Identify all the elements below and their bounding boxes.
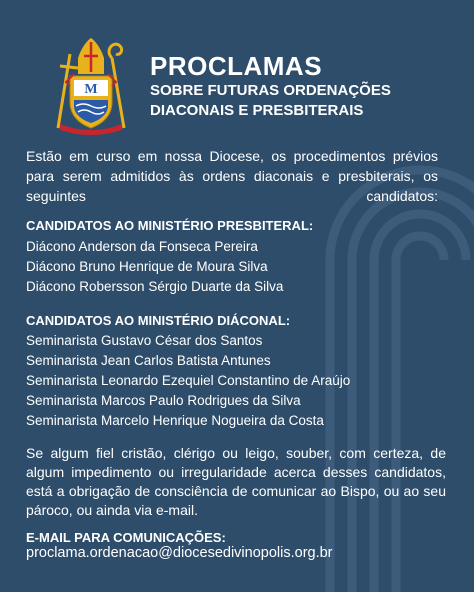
page-subtitle-line1: SOBRE FUTURAS ORDENAÇÕES [150,82,391,99]
list-item: Seminarista Gustavo César dos Santos [26,333,263,348]
email-heading: E-MAIL PARA COMUNICAÇÕES: [26,530,226,545]
list-item: Diácono Robersson Sérgio Duarte da Silva [26,279,284,294]
intro-paragraph: Estão em curso em nossa Diocese, os procedimentos prévios para serem admitidos às ordens diaconais e presbiterais, os seguintes candidatos: [26,148,438,204]
diaconal-list [26,331,350,431]
presbiteral-list [26,237,283,297]
list-item: Seminarista Jean Carlos Batista Antunes [26,353,271,368]
page-title: PROCLAMAS [150,51,323,81]
mitre-icon [78,38,104,74]
shield-icon [70,76,112,128]
list-item: Seminarista Leonardo Ezequiel Constantino de Araújo [26,373,351,388]
diaconal-heading: CANDIDATOS AO MINISTÉRIO DIÁCONAL: [26,313,291,328]
contact-email-link[interactable]: proclama.ordenacao@diocesedivinopolis.org.br [26,545,333,561]
notice-paragraph: Se algum fiel cristão, clérigo ou leigo, souber, com certeza, de algum impedimento ou irregularidade acerca desses candidatos, está a obrigação de consciência de comunicar ao Bispo, ou ao seu pároco, ou ainda via e-mail. [26,445,446,518]
list-item: Diácono Bruno Henrique de Moura Silva [26,259,268,274]
list-item: Diácono Anderson da Fonseca Pereira [26,239,258,254]
list-item: Seminarista Marcelo Henrique Nogueira da Costa [26,413,324,428]
diocese-crest-logo [52,36,130,136]
presbiteral-heading: CANDIDATOS AO MINISTÉRIO PRESBITERAL: [26,218,314,233]
page-subtitle-line2: DIACONAIS E PRESBITERAIS [150,102,364,119]
header-title-block [150,52,391,120]
list-item: Seminarista Marcos Paulo Rodrigues da Silva [26,393,301,408]
svg-text:M: M [84,82,98,97]
